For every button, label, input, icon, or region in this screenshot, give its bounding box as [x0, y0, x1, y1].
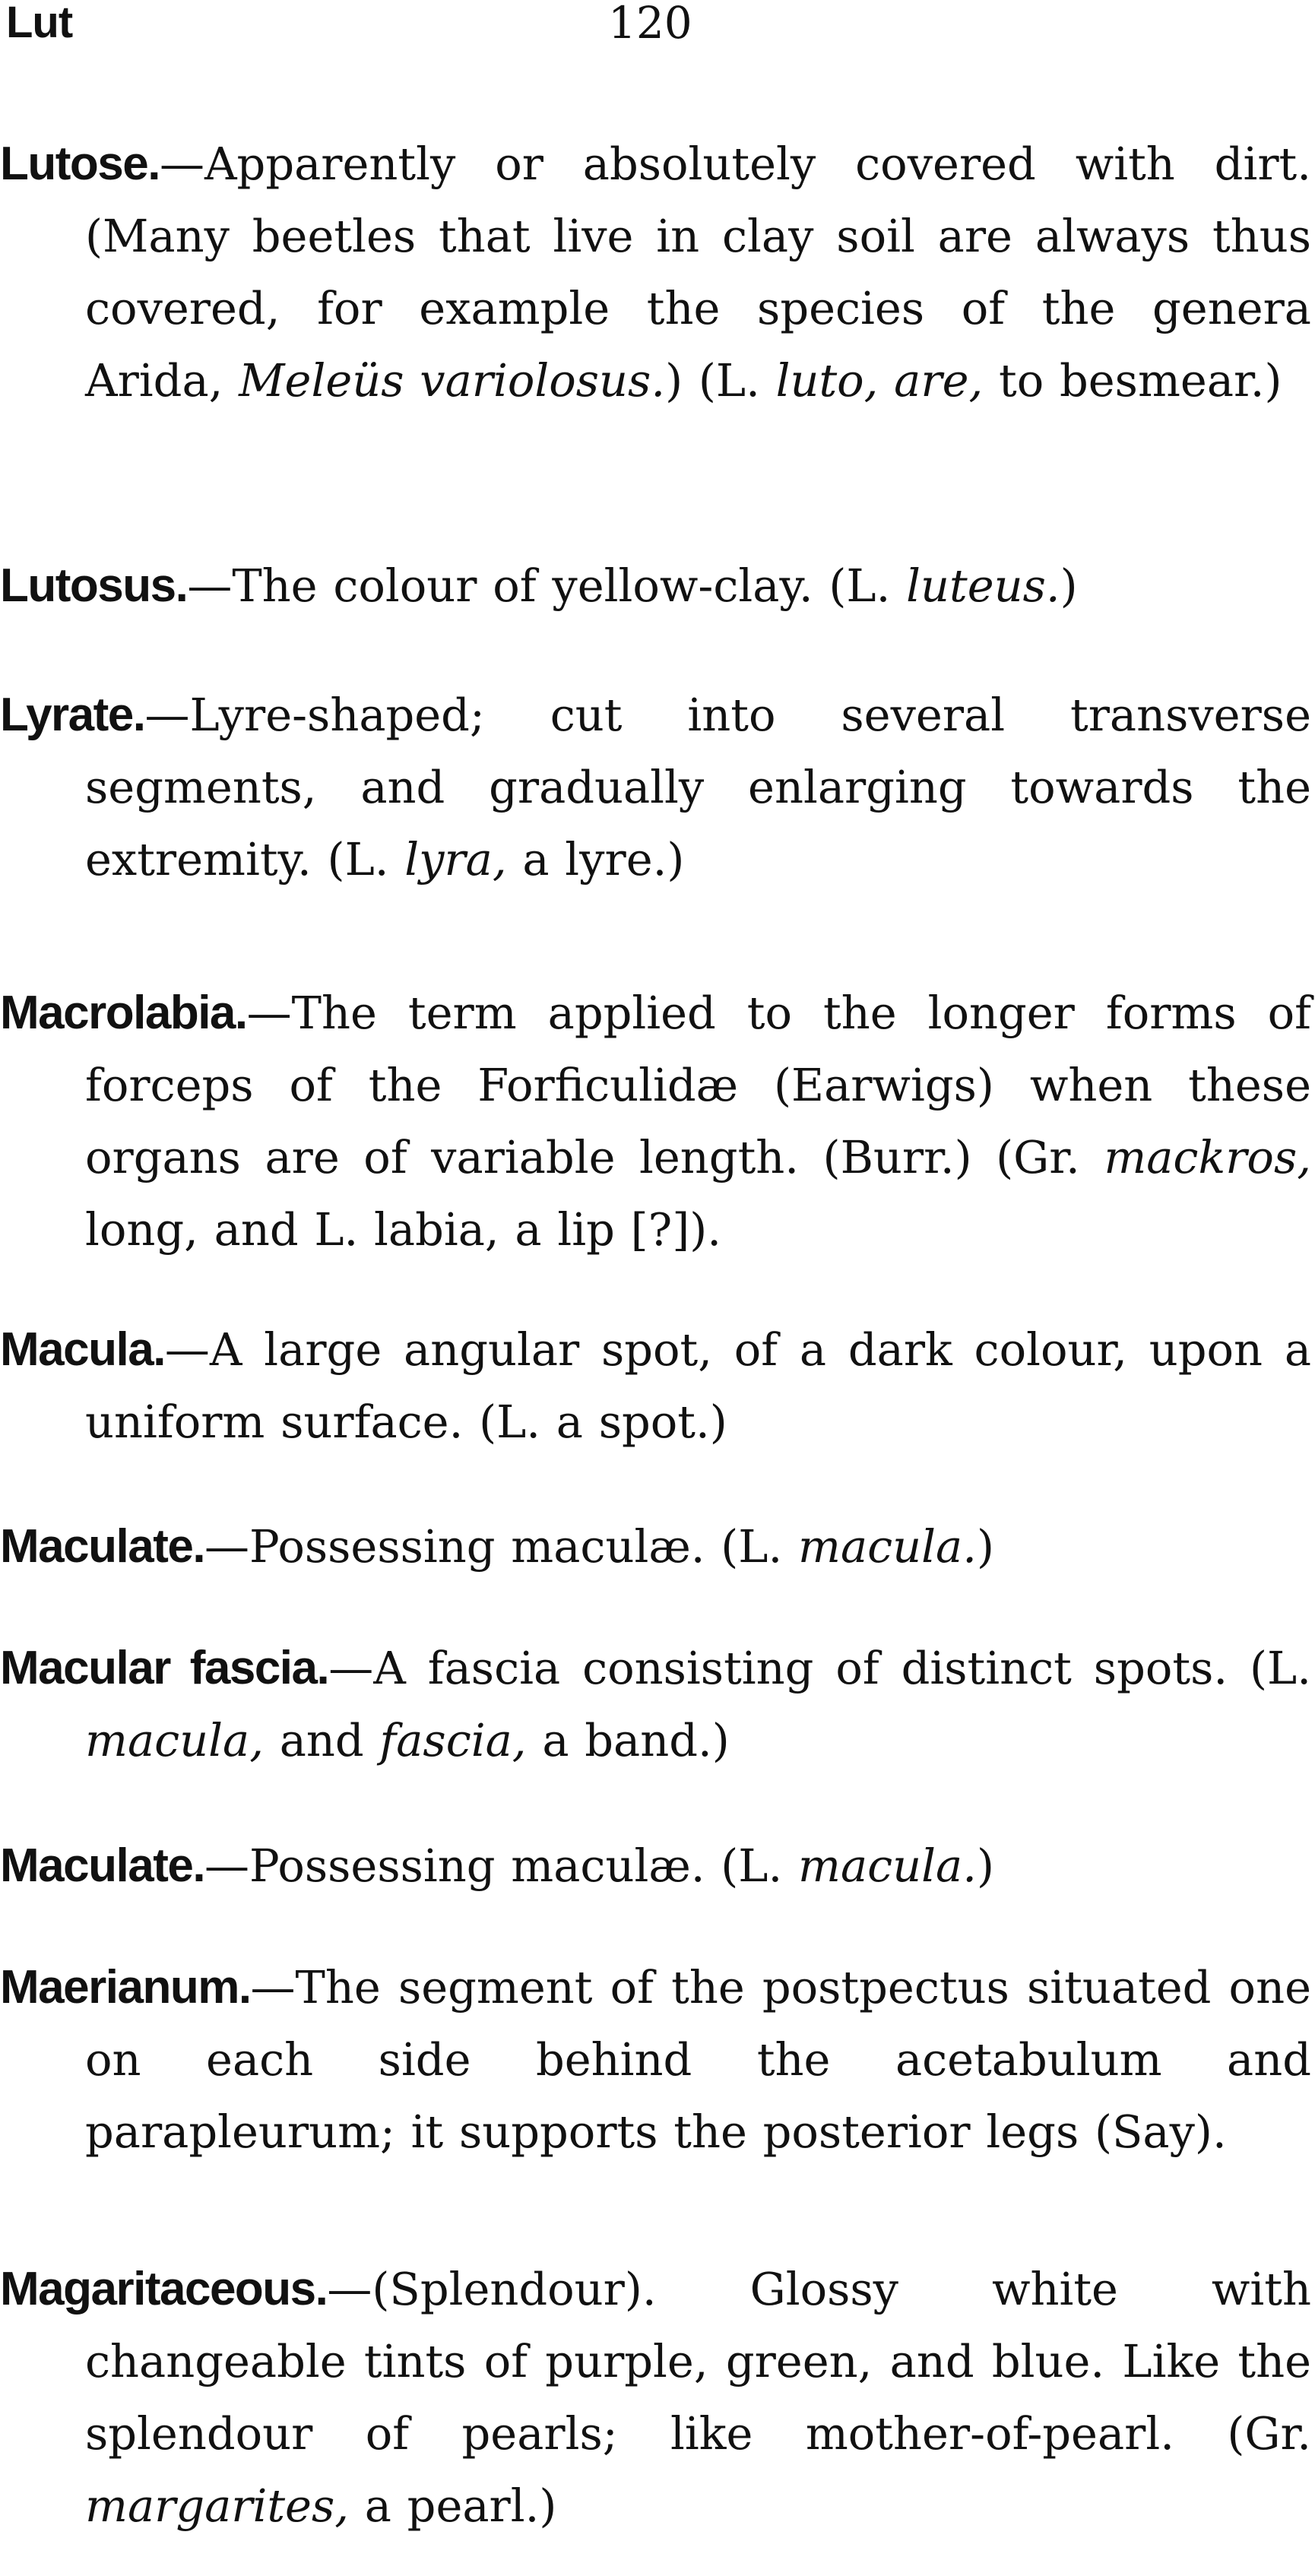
- entry-definition: ): [1060, 559, 1078, 612]
- entry-definition-italic: mackros,: [1104, 1131, 1311, 1183]
- entry-definition-italic: Meleüs variolosus.: [239, 354, 666, 407]
- entry-term: Magaritaceous.: [0, 2263, 328, 2315]
- entry-definition: ) (L.: [665, 354, 776, 407]
- entry-term: Maculate.: [0, 1520, 205, 1573]
- entry-definition-italic: luteus.: [906, 559, 1060, 612]
- entry-definition-italic: macula.: [798, 1520, 977, 1573]
- entry-definition: to besmear.): [983, 354, 1282, 407]
- entry-definition: and: [263, 1714, 380, 1766]
- entry-definition: —The term applied to the longer forms of forceps of the Forficulidæ (Earwigs) when these organs are of variable length. (Burr.) (Gr.: [85, 987, 1311, 1183]
- glossary-entry: [0, 2253, 1311, 2542]
- entry-definition: —Possessing maculæ. (L.: [204, 1520, 798, 1573]
- glossary-entry: [0, 977, 1311, 1266]
- entry-definition: ): [976, 1520, 994, 1573]
- entry-definition: —Possessing maculæ. (L.: [204, 1839, 798, 1892]
- entry-definition-italic: macula.: [798, 1839, 977, 1892]
- entry-definition: —A large angular spot, of a dark colour, upon a uniform surface. (L. a spot.): [85, 1323, 1311, 1448]
- glossary-entry: [0, 1313, 1311, 1458]
- entry-term: Macrolabia.: [0, 987, 247, 1039]
- entry-term: Lyrate.: [0, 689, 145, 741]
- entry-term: Macular fascia.: [0, 1642, 329, 1694]
- entry-term: Maerianum.: [0, 1961, 251, 2014]
- entry-paragraph: [0, 2253, 1311, 2542]
- entry-definition: —Lyre-shaped; cut into several transverse segments, and gradually enlarging towards the extremity. (L.: [85, 689, 1311, 886]
- entry-definition-italic: luto, are,: [775, 354, 984, 407]
- entry-paragraph: [0, 1830, 1311, 1902]
- glossary-entry: [0, 1510, 1311, 1583]
- glossary-entry: [0, 1632, 1311, 1776]
- entry-term: Lutose.: [0, 138, 160, 190]
- entry-definition-italic: macula,: [85, 1714, 264, 1766]
- entry-definition: long, and L. labia, a lip [?]).: [85, 1203, 722, 1256]
- entry-definition-italic: fascia,: [379, 1714, 527, 1766]
- entry-paragraph: [0, 1951, 1311, 2168]
- glossary-entry: [0, 1830, 1311, 1902]
- glossary-entry: [0, 1951, 1311, 2168]
- entry-definition: —(Splendour). Glossy white with changeable tints of purple, green, and blue. Like the splendour of pearls; like mother-of-pearl. (Gr.: [85, 2263, 1311, 2460]
- running-head-word: Lut: [6, 0, 73, 47]
- glossary-entry: [0, 679, 1311, 895]
- glossary-entry: [0, 128, 1311, 417]
- entry-paragraph: [0, 977, 1311, 1266]
- entry-paragraph: [0, 1313, 1311, 1458]
- entry-paragraph: [0, 128, 1311, 417]
- entry-paragraph: [0, 1510, 1311, 1583]
- entry-definition: —A fascia consisting of distinct spots. (L.: [328, 1642, 1311, 1694]
- running-header: [0, 0, 1315, 53]
- glossary-entry: [0, 550, 1311, 622]
- entry-definition: —Apparently or absolutely covered with dirt. (Many beetles that live in clay soil are always thus covered, for example the species of the genera Arida,: [85, 138, 1311, 407]
- entry-definition-italic: lyra,: [404, 833, 507, 886]
- entry-definition: a lyre.): [506, 833, 685, 886]
- entry-definition: —The segment of the postpectus situated one on each side behind the acetabulum and parapleurum; it supports the posterior legs (Say).: [85, 1961, 1311, 2158]
- entry-paragraph: [0, 1632, 1311, 1776]
- entry-definition: a pearl.): [349, 2479, 557, 2532]
- page-number: 120: [608, 0, 692, 49]
- entry-term: Lutosus.: [0, 559, 188, 612]
- entry-definition: a band.): [526, 1714, 730, 1766]
- entry-term: Maculate.: [0, 1839, 205, 1892]
- entry-paragraph: [0, 550, 1311, 622]
- entry-definition-italic: margarites,: [85, 2479, 349, 2532]
- entry-term: Macula.: [0, 1323, 165, 1376]
- entry-definition: ): [976, 1839, 994, 1892]
- entry-paragraph: [0, 679, 1311, 895]
- entry-definition: —The colour of yellow-clay. (L.: [187, 559, 907, 612]
